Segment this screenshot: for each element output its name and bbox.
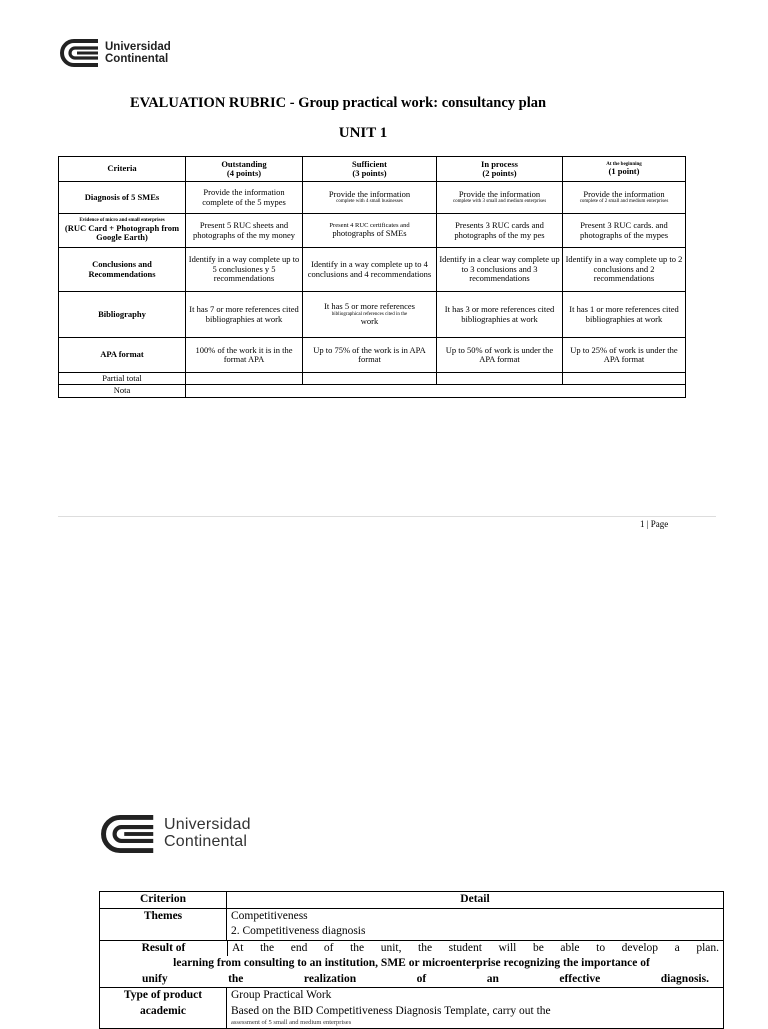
table-row [59, 157, 686, 182]
cell: Present 4 RUC certificates and photographs of SMEs [303, 214, 437, 248]
document-title: EVALUATION RUBRIC - Group practical work: consultancy plan [129, 95, 547, 111]
unit-title: UNIT 1 [338, 125, 388, 141]
cell: 100% of the work it is in the format APA [186, 338, 303, 373]
table-row [59, 292, 686, 338]
table-row [100, 908, 724, 940]
cell: Identify in a clear way complete up to 3 conclusions and 3 recommendations [437, 248, 563, 292]
cell: It has 1 or more references cited bibliographies at work [563, 292, 686, 338]
university-logo [58, 38, 171, 68]
criterion-conclusions: Conclusions and Recommendations [59, 248, 186, 292]
criterion-evidence: Evidence of micro and small enterprises (RUC Card + Photograph from Google Earth) [59, 214, 186, 248]
university-name: Universidad Continental [105, 40, 171, 65]
table-row [59, 373, 686, 385]
cell: Presents 3 RUC cards and photographs of the my pes [437, 214, 563, 248]
evaluation-rubric-table [58, 156, 686, 398]
table-row [59, 248, 686, 292]
themes-value: Competitiveness 2. Competitiveness diagnosis [227, 908, 724, 940]
university-emblem-icon [58, 38, 100, 68]
table-row [100, 892, 724, 909]
cell: Up to 50% of work is under the APA format [437, 338, 563, 373]
cell: Identify in a way complete up to 4 conclusions and 4 recommendations [303, 248, 437, 292]
table-row [59, 385, 686, 398]
university-emblem-icon [98, 813, 156, 855]
criterion-detail-table [99, 891, 724, 1029]
cell: Up to 25% of work is under the APA format [563, 338, 686, 373]
themes-label: Themes [100, 908, 227, 940]
cell: It has 3 or more references cited bibliographies at work [437, 292, 563, 338]
header-sufficient: Sufficient (3 points) [303, 157, 437, 182]
header-criteria: Criteria [59, 157, 186, 182]
product-type-label: Type of product academic [100, 988, 227, 1029]
cell: Up to 75% of the work is in APA format [303, 338, 437, 373]
header-in-process: In process (2 points) [437, 157, 563, 182]
criterion-apa: APA format [59, 338, 186, 373]
cell: Identify in a way complete up to 5 conclusiones y 5 recommendations [186, 248, 303, 292]
header-outstanding: Outstanding (4 points) [186, 157, 303, 182]
page-divider [58, 516, 716, 517]
table-row [100, 940, 724, 988]
cell: Identify in a way complete up to 2 conclusions and 2 recommendations [563, 248, 686, 292]
criterion-bibliography: Bibliography [59, 292, 186, 338]
learning-result: Result of At the end of the unit, the student will be able to develop a plan. learning from consulting to an institution, SME or microenterprise recognizing the importance of unify the realization of an effective diagnosis. [100, 940, 724, 988]
cell: Provide the information complete of the 5 mypes [186, 182, 303, 214]
cell: Present 3 RUC cards. and photographs of the mypes [563, 214, 686, 248]
cell: Present 5 RUC sheets and photographs of the my money [186, 214, 303, 248]
table-row [59, 182, 686, 214]
page-number: 1 | Page [640, 519, 669, 529]
cell: It has 5 or more references bibliographical references cited in the work [303, 292, 437, 338]
cell: Provide the information complete of 2 small and medium enterprises [563, 182, 686, 214]
table-row [59, 338, 686, 373]
header-criterion: Criterion [100, 892, 227, 909]
criterion-diagnosis: Diagnosis of 5 SMEs [59, 182, 186, 214]
university-logo [98, 813, 251, 855]
cell: It has 7 or more references cited bibliographies at work [186, 292, 303, 338]
header-detail: Detail [227, 892, 724, 909]
cell: Provide the information complete with 3 small and medium enterprises [437, 182, 563, 214]
university-name: Universidad Continental [164, 816, 251, 850]
table-row [100, 988, 724, 1029]
product-type-value: Group Practical Work Based on the BID Competitiveness Diagnosis Template, carry out the assessment of 5 small and medium enterprises [227, 988, 724, 1029]
table-row [59, 214, 686, 248]
nota-label: Nota [59, 385, 186, 398]
cell: Provide the information complete with 4 small businesses [303, 182, 437, 214]
header-at-the-beginning: At the beginning (1 point) [563, 157, 686, 182]
partial-total-label: Partial total [59, 373, 186, 385]
